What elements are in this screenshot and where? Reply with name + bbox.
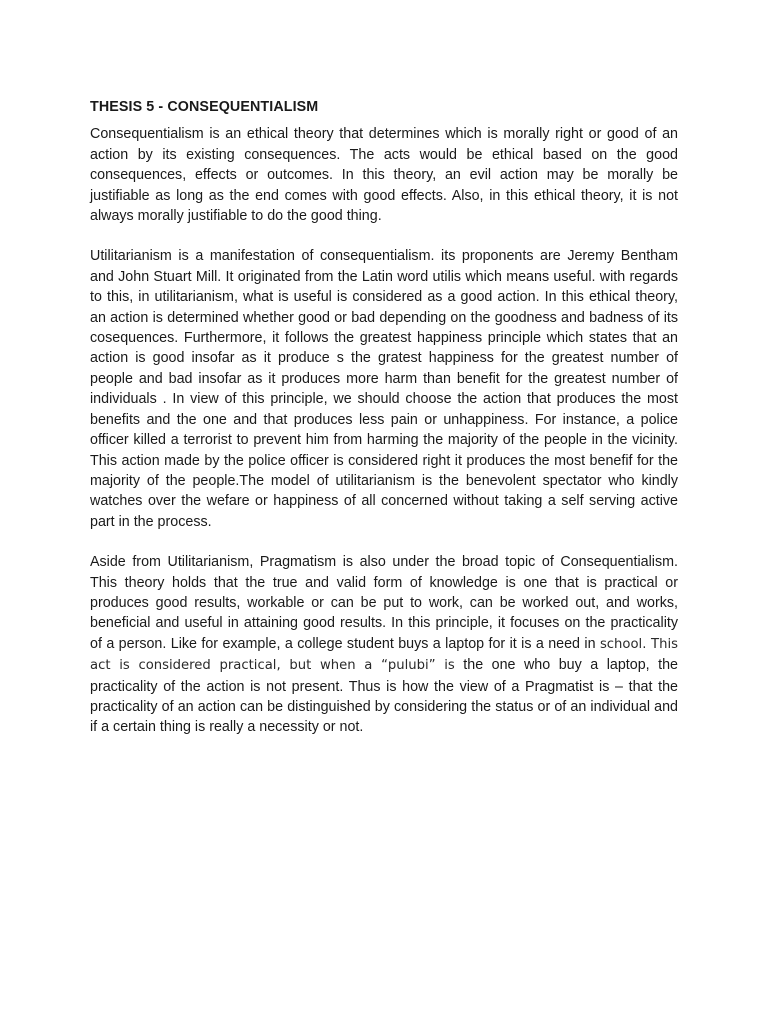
paragraph-pragmatism (90, 552, 678, 738)
pragmatism-text-part-a: Aside from Utilitarianism, Pragmatism is also under the broad topic of Consequentialism. This theory holds that the true and valid form of knowledge is one that is practical or produces good results, workable or can be put to work, can be worked out, and works, beneficial and useful in attaining good results. In this principle, it focuses on the practicality of a person. Like for example, a college student buys a laptop for it is a need in (90, 554, 678, 652)
paragraph-consequentialism: Consequentialism is an ethical theory that determines which is morally right or good of an action by its existing consequences. The acts would be ethical based on the good consequences, effects or outcomes. In this theory, an evil action may be morally be justifiable as long as the end comes with good effects. Also, in this ethical theory, it is not always morally justifiable to do the good thing. (90, 126, 678, 225)
document-page (90, 97, 678, 738)
pragmatism-text-part-b: school. This act is considered practical, but when a “pulubi” is (90, 636, 678, 674)
paragraph-utilitarianism: Utilitarianism is a manifestation of consequentialism. its proponents are Jeremy Bentham and John Stuart Mill. It originated from the Latin word utilis which means useful. with regards to this, in utilitarianism, what is useful is considered as a good action. In this ethical theory, an action is determined whether good or bad depending on the goodness and badness of its cosequences. Furthermore, it follows the greatest happiness principle which states that an action is good insofar as it produce s the gratest happiness for the greatest number of people and bad insofar as it produces more harm than benefit for the greatest number of individuals . In view of this principle, we should choose the action that produces the most benefits and the one and that produces less pain or unhappiness. For instance, a police officer killed a terrorist to prevent him from harming the majority of the people in the vicinity. This action made by the police officer is considered right it produces the most benefif for the majority of the people.The model of utilitarianism is the benevolent spectator who kindly watches over the wefare or happiness of all concerned without taking a self serving active part in the process. (90, 248, 678, 530)
document-title: THESIS 5 - CONSEQUENTIALISM (90, 99, 319, 115)
pragmatism-text-part-c: the one who buy a laptop, the practicality of the action is not present. Thus is how the view of a Pragmatist is – that the practicality of an action can be distinguished by considering the status or of an individual and if a certain thing is really a necessity or not. (90, 657, 678, 736)
